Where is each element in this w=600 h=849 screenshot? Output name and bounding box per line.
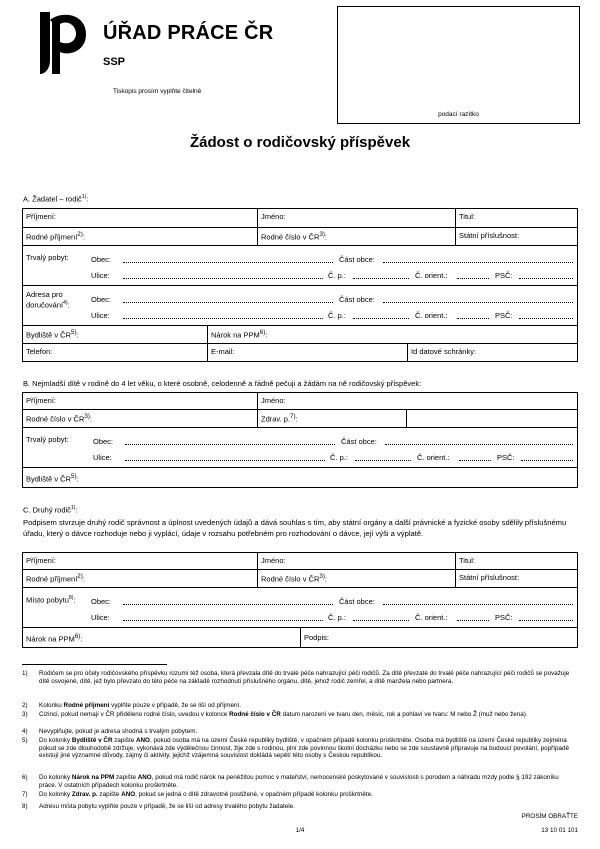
footnote-text: Do kolonky Zdrav. p. zapište ANO, pokud se jedná o dítě zdravotně postižené, v opačném případě kolonku proškrtněte. bbox=[39, 791, 373, 798]
office-name: ÚŘAD PRÁCE ČR bbox=[103, 22, 274, 44]
mailing-label-2: doručování$^{4)}$: bbox=[26, 300, 70, 310]
applicant-birth-number-field[interactable]: Rodné číslo v ČR$^{3)}$: bbox=[257, 228, 455, 245]
house-no-label: Č. p.: bbox=[328, 613, 346, 622]
part-input[interactable] bbox=[385, 437, 573, 445]
street-label: Ulice: bbox=[91, 613, 110, 622]
child-permanent-address bbox=[23, 427, 577, 467]
footnote-text: Do kolonky Nárok na PPM zapište ANO, pokud má rodič nárok na peněžitou pomoc v mateřství, nemocenské poskytované v souvislosti s porodem a náhradu mzdy podle § 192 zákoníku práce. V ostatních případech kolonku proškrtněte. bbox=[39, 774, 559, 789]
street-input[interactable] bbox=[123, 271, 323, 279]
parent2-surname-field[interactable]: Příjmení: bbox=[26, 556, 57, 565]
municipality-input[interactable] bbox=[123, 597, 333, 605]
zip-input[interactable] bbox=[519, 311, 573, 319]
applicant-residence-field[interactable]: Bydliště v ČR$^{5)}$: bbox=[26, 329, 79, 340]
municipality-input[interactable] bbox=[123, 255, 333, 263]
footnote-4 bbox=[22, 728, 578, 736]
street-input[interactable] bbox=[123, 311, 323, 319]
parent2-ppm-field[interactable]: Nárok na PPM$^{6)}$: bbox=[26, 633, 83, 644]
stamp-box bbox=[337, 6, 580, 124]
house-no-input[interactable] bbox=[353, 311, 409, 319]
part-label: Část obce: bbox=[339, 597, 375, 606]
child-health-field[interactable]: Zdrav. p.$^{7)}$: bbox=[257, 410, 407, 427]
orient-no-label: Č. orient.: bbox=[415, 311, 448, 320]
orient-no-label: Č. orient.: bbox=[415, 613, 448, 622]
office-subtitle: SSP bbox=[103, 56, 126, 68]
applicant-ppm-field[interactable]: Nárok na PPM$^{6)}$: bbox=[207, 326, 577, 343]
parent2-name-field[interactable]: Jméno: bbox=[257, 553, 455, 569]
orient-no-input[interactable] bbox=[457, 271, 489, 279]
child-name-field[interactable]: Jméno: bbox=[257, 393, 577, 409]
applicant-phone-field[interactable]: Telefon: bbox=[26, 347, 53, 356]
applicant-degree-field[interactable]: Titul: bbox=[455, 209, 577, 227]
footnote-number: 8) bbox=[22, 803, 28, 810]
footnote-text: Kolonku Rodné příjmení vyplňte pouze v případě, že se liší od příjmení. bbox=[39, 702, 241, 709]
part-label: Část obce: bbox=[339, 295, 375, 304]
permanent-label: Trvalý pobyt: bbox=[26, 435, 69, 444]
orient-no-label: Č. orient.: bbox=[415, 271, 448, 280]
footnote-6 bbox=[22, 774, 578, 789]
municipality-input[interactable] bbox=[125, 437, 335, 445]
footnote-number: 3) bbox=[22, 711, 28, 718]
orient-no-label: Č. orient.: bbox=[417, 453, 450, 462]
parent2-citizenship-field[interactable]: Státní příslušnost: bbox=[455, 570, 577, 587]
parent2-signature-field[interactable]: Podpis: bbox=[300, 628, 577, 647]
up-cr-logo-icon bbox=[40, 12, 88, 74]
stamp-label: podací razítko bbox=[438, 111, 479, 118]
footnote-text: Nevyplňujte, pokud je adresa shodná s trvalým pobytem. bbox=[39, 728, 198, 735]
part-label: Část obce: bbox=[339, 255, 375, 264]
footnote-8 bbox=[22, 803, 578, 811]
section-b-table bbox=[22, 392, 578, 488]
section-a-table bbox=[22, 208, 578, 362]
turn-over-note: PROSÍM OBRAŤTE bbox=[521, 813, 578, 820]
street-input[interactable] bbox=[125, 453, 325, 461]
footnote-5 bbox=[22, 737, 578, 760]
footnote-text: Adresu místa pobytu vyplňte pouze v případě, že se liší od adresy trvalého pobytu žadatele. bbox=[39, 803, 295, 810]
consent-text: Podpisem stvrzuje druhý rodič správnost a úplnost uvedených údajů a dává souhlas s tím, aby státní orgány a další právnické a fyzické osoby sdělily příslušnému úřadu, který o dávce rozhoduje nebo ji vyplácí, údaje v rozsahu potřebném pro rozhodování o dávce, její výši a výplatě. bbox=[23, 518, 567, 538]
part-label: Část obce: bbox=[341, 437, 377, 446]
parent2-stay-address bbox=[23, 587, 577, 627]
street-input[interactable] bbox=[123, 613, 323, 621]
footnote-number: 2) bbox=[22, 702, 28, 709]
applicant-mailing-address bbox=[23, 285, 577, 325]
orient-no-input[interactable] bbox=[457, 311, 489, 319]
street-label: Ulice: bbox=[91, 271, 110, 280]
house-no-input[interactable] bbox=[353, 613, 409, 621]
applicant-name-field[interactable]: Jméno: bbox=[257, 209, 455, 227]
stay-label: Místo pobytu$^{8)}$: bbox=[26, 595, 76, 605]
zip-input[interactable] bbox=[521, 453, 573, 461]
footnote-number: 1) bbox=[22, 670, 28, 677]
municipality-label: Obec: bbox=[91, 295, 112, 304]
footnote-text: Rodičem se pro účely rodičovského příspěvku rozumí též osoba, která převzala dítě do trvalé péče nahrazující péči rodičů. Za dítě převzaté do trvalé péče nahrazující péči rodičů se považuje dítě osvojené, dítě, jež bylo převzato do této péče na základě rozhodnutí příslušného orgánu, dítě, jehož rodič zemřel, a dítě manžela nebo partnera. bbox=[39, 670, 570, 685]
part-input[interactable] bbox=[383, 255, 573, 263]
parent2-birth-number-field[interactable]: Rodné číslo v ČR$^{3)}$: bbox=[257, 570, 455, 587]
zip-input[interactable] bbox=[519, 271, 573, 279]
applicant-surname-field[interactable]: Příjmení: bbox=[26, 212, 57, 221]
municipality-label: Obec: bbox=[91, 255, 112, 264]
form-code: 13 10 01 101 bbox=[541, 827, 578, 834]
footnote-number: 4) bbox=[22, 728, 28, 735]
house-no-label: Č. p.: bbox=[328, 271, 346, 280]
section-b-heading: B. Nejmladší dítě v rodině do 4 let věku, o které osobně, celodenně a řádně pečuji a žádám na ně rodičovský příspěvek: bbox=[23, 379, 422, 388]
parent2-degree-field[interactable]: Titul: bbox=[455, 553, 577, 569]
orient-no-input[interactable] bbox=[457, 613, 489, 621]
zip-label: PSČ: bbox=[495, 613, 513, 622]
child-residence-field[interactable]: Bydliště v ČR$^{5)}$: bbox=[26, 473, 79, 484]
footnote-number: 7) bbox=[22, 791, 28, 798]
page-title: Žádost o rodičovský příspěvek bbox=[189, 134, 411, 151]
municipality-label: Obec: bbox=[93, 437, 114, 446]
house-no-label: Č. p.: bbox=[330, 453, 348, 462]
footnote-number: 6) bbox=[22, 774, 28, 781]
child-birth-number-field[interactable]: Rodné číslo v ČR$^{3)}$: bbox=[26, 413, 93, 424]
footnote-3 bbox=[22, 711, 578, 719]
mailing-label-1: Adresa pro bbox=[26, 290, 63, 299]
orient-no-input[interactable] bbox=[459, 453, 491, 461]
applicant-email-field[interactable]: E-mail: bbox=[207, 344, 407, 361]
applicant-citizenship-field[interactable]: Státní příslušnost: bbox=[455, 228, 577, 245]
section-c-table bbox=[22, 552, 578, 648]
legible-note: Tiskopis prosím vyplňte čitelně bbox=[113, 88, 202, 95]
footnote-1 bbox=[22, 670, 578, 685]
permanent-label: Trvalý pobyt: bbox=[26, 253, 69, 262]
zip-input[interactable] bbox=[519, 613, 573, 621]
municipality-input[interactable] bbox=[123, 295, 333, 303]
municipality-label: Obec: bbox=[91, 597, 112, 606]
child-surname-field[interactable]: Příjmení: bbox=[26, 396, 57, 405]
footnote-rule bbox=[22, 664, 167, 665]
zip-label: PSČ: bbox=[495, 311, 513, 320]
section-c-heading: C. Druhý rodič$^{1)}$: bbox=[23, 505, 78, 515]
street-label: Ulice: bbox=[91, 311, 110, 320]
house-no-input[interactable] bbox=[355, 453, 411, 461]
applicant-databox-field[interactable]: Id datové schránky: bbox=[407, 344, 577, 361]
applicant-birth-surname-field[interactable]: Rodné příjmení$^{2)}$: bbox=[26, 231, 85, 242]
zip-label: PSČ: bbox=[495, 271, 513, 280]
house-no-label: Č. p.: bbox=[328, 311, 346, 320]
section-a-heading: A. Žadatel – rodič$^{1)}$: bbox=[23, 194, 89, 204]
page-number: 1/4 bbox=[295, 827, 305, 834]
zip-label: PSČ: bbox=[497, 453, 515, 462]
footnote-text: Do kolonky Bydliště v ČR zapište ANO, pokud osoba má na území České republiky bydliště, v opačném případě kolonku proškrtněte. Osoba má bydliště na území České republiky zejména pokud se zde dlouhodobě zdržuje, vykonává zde výdělečnou činnost, žije zde s rodinou, plní zde povinnou školní docházku nebo se zde soustavně připravuje na budoucí povolání, popřípadě existují jiné významné důvody, zájmy či aktivity, jejichž vzájemná souvislost dokládá sepětí této osoby s Českou republikou. bbox=[39, 737, 569, 760]
footnote-number: 5) bbox=[22, 737, 28, 744]
house-no-input[interactable] bbox=[353, 271, 409, 279]
parent2-birth-surname-field[interactable]: Rodné příjmení$^{2)}$: bbox=[26, 573, 85, 584]
applicant-permanent-address bbox=[23, 245, 577, 285]
footnote-2 bbox=[22, 702, 578, 710]
street-label: Ulice: bbox=[93, 453, 112, 462]
footnote-7 bbox=[22, 791, 578, 799]
footnote-text: Cizinci, pokud nemají v ČR přiděleno rodné číslo, uvedou v kolonce Rodné číslo v ČR datum narození ve tvaru den, měsíc, rok a pohlaví ve tvaru: M nebo Ž (muž nebo žena). bbox=[39, 711, 528, 718]
part-input[interactable] bbox=[383, 295, 573, 303]
part-input[interactable] bbox=[383, 597, 573, 605]
